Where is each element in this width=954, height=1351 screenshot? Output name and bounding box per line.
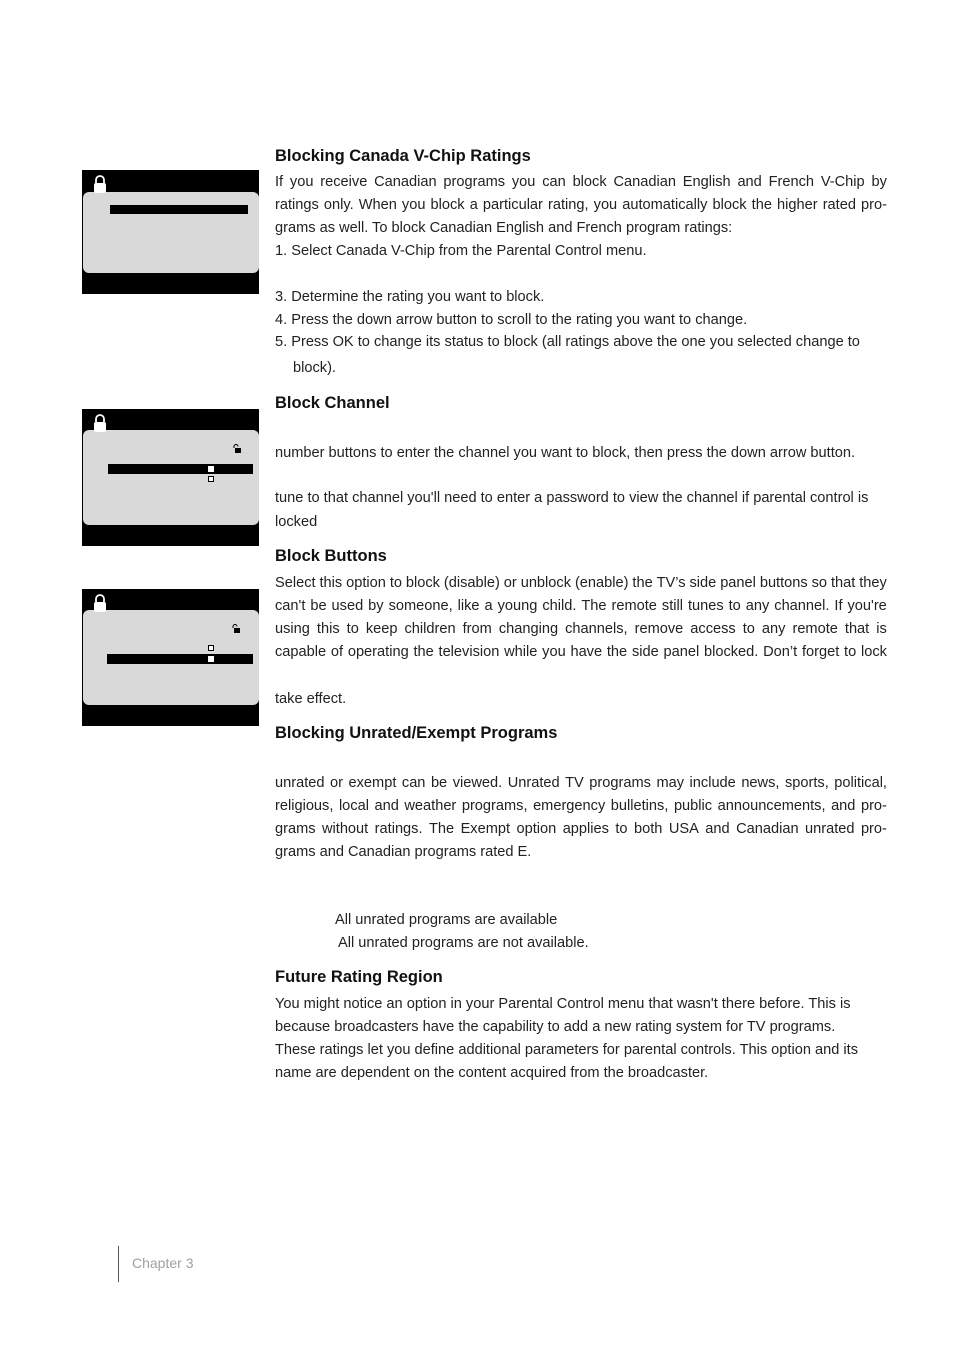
word: include <box>689 775 736 791</box>
word: access <box>690 621 736 637</box>
checkbox-icon <box>208 645 214 651</box>
word: block <box>405 575 440 591</box>
word: operating <box>347 644 409 660</box>
word: tunes <box>687 598 724 614</box>
canada-vchip-menu-screenshot <box>82 170 259 294</box>
word: to <box>389 575 402 591</box>
word: religious, <box>275 798 334 814</box>
word: rating, <box>548 197 589 213</box>
word: be <box>430 775 448 791</box>
unlocked-padlock-icon <box>231 624 241 634</box>
word: you <box>542 644 566 660</box>
paragraph-line: These ratings let you define additional parameters for parental controls. This option and its <box>275 1042 859 1058</box>
paragraph-line <box>275 196 887 214</box>
paragraph-line: number buttons to enter the channel you want to block, then press the down arrow button. <box>275 445 856 461</box>
word: be <box>310 598 327 614</box>
word: capable <box>275 644 327 660</box>
word: (disable) <box>443 575 500 591</box>
word: pro- <box>861 197 887 213</box>
checkbox-icon <box>208 466 214 472</box>
word: V-Chip <box>820 174 865 190</box>
word: applies <box>562 821 609 837</box>
word: ratings. <box>374 821 423 837</box>
paragraph-line <box>275 574 887 592</box>
step-5-continuation: block). <box>293 360 336 376</box>
word: used <box>331 598 364 614</box>
word: remote <box>792 621 838 637</box>
section-heading: Future Rating Region <box>275 968 443 986</box>
word: higher <box>777 197 818 213</box>
word: young <box>497 598 538 614</box>
step-5: 5. Press OK to change its status to block (all ratings above the one you selected change to <box>275 334 860 350</box>
word: that <box>844 621 870 637</box>
word: news, <box>741 775 780 791</box>
word: children <box>404 621 456 637</box>
word: and <box>831 798 856 814</box>
word: political, <box>834 775 887 791</box>
word: or <box>503 575 517 591</box>
word: this <box>319 575 343 591</box>
paragraph-line: locked <box>275 514 318 530</box>
word: child. <box>542 598 577 614</box>
word: and <box>374 798 399 814</box>
word: using <box>275 621 310 637</box>
checkbox-icon <box>208 656 214 662</box>
section-heading: Blocking Canada V-Chip Ratings <box>275 147 531 165</box>
word: a <box>484 598 493 614</box>
word: forget <box>801 644 840 660</box>
word: Canadian <box>613 174 676 190</box>
word: by <box>871 174 887 190</box>
word: both <box>633 821 663 837</box>
word: the <box>751 197 772 213</box>
word: When <box>358 197 397 213</box>
block-channel-menu-screenshot <box>82 409 259 546</box>
word: option <box>346 575 386 591</box>
footer-divider <box>118 1246 119 1282</box>
word: to <box>615 821 628 837</box>
paragraph-line: name are dependent on the content acquired from the broadcaster. <box>275 1065 709 1081</box>
word: a <box>469 197 478 213</box>
word: programs <box>589 775 651 791</box>
word: from <box>462 621 492 637</box>
word: If <box>834 598 843 614</box>
word: block <box>712 197 747 213</box>
word: remote <box>611 598 657 614</box>
word: (enable) <box>574 575 629 591</box>
word: can't <box>275 598 306 614</box>
paragraph-line: tune to that channel you'll need to enter a password to view the channel if parental control is <box>275 490 869 506</box>
word: programs, <box>461 798 528 814</box>
option-description: All unrated programs are not available. <box>338 935 589 951</box>
word: may <box>656 775 685 791</box>
padlock-icon <box>92 413 108 433</box>
word: is <box>876 621 887 637</box>
word: and <box>737 174 762 190</box>
word: block <box>430 197 465 213</box>
word: still <box>661 598 683 614</box>
word: English <box>682 174 731 190</box>
word: you <box>401 197 426 213</box>
word: unblock <box>520 575 572 591</box>
paragraph-line <box>275 820 887 838</box>
word: the <box>606 644 628 660</box>
word: to <box>346 621 359 637</box>
step-1: 1. Select Canada V-Chip from the Parental Control menu. <box>275 243 647 259</box>
word: public <box>673 798 713 814</box>
word: someone, <box>388 598 453 614</box>
unlocked-padlock-icon <box>232 444 242 454</box>
highlight-bar <box>107 654 253 664</box>
word: option <box>516 821 557 837</box>
word: only. <box>323 197 354 213</box>
section-heading: Block Buttons <box>275 547 387 565</box>
word: pro- <box>860 821 887 837</box>
option-description: All unrated programs are available <box>335 912 558 928</box>
word: blocked. <box>703 644 759 660</box>
paragraph-line <box>275 173 887 191</box>
paragraph-line: grams and Canadian programs rated E. <box>275 844 532 860</box>
word: pro- <box>860 798 887 814</box>
word: that <box>830 575 856 591</box>
step-4: 4. Press the down arrow button to scroll to the rating you want to change. <box>275 312 748 328</box>
word: to <box>728 598 741 614</box>
word: you <box>511 174 536 190</box>
word: panel <box>720 575 756 591</box>
paragraph-line <box>275 597 887 615</box>
word: Unrated <box>507 775 560 791</box>
word: you <box>289 174 314 190</box>
word: to <box>742 621 755 637</box>
word: to <box>844 644 857 660</box>
word: unrated <box>805 821 855 837</box>
word: they <box>859 575 887 591</box>
word: while <box>504 644 538 660</box>
word: remove <box>634 621 684 637</box>
word: changing <box>498 621 559 637</box>
word: TV’s <box>656 575 686 591</box>
word: particular <box>482 197 543 213</box>
word: unrated <box>275 775 325 791</box>
word: like <box>457 598 480 614</box>
word: you <box>593 197 618 213</box>
word: Select <box>275 575 316 591</box>
word: of <box>330 644 344 660</box>
word: The <box>581 598 607 614</box>
paragraph-line: take effect. <box>275 691 347 707</box>
paragraph-line: You might notice an option in your Parental Control menu that wasn't there before. This is <box>275 996 851 1012</box>
word: rated <box>822 197 856 213</box>
word: lock <box>860 644 887 660</box>
word: have <box>570 644 603 660</box>
word: programs <box>443 174 506 190</box>
word: sports, <box>784 775 829 791</box>
word: French <box>768 174 815 190</box>
word: any <box>745 598 770 614</box>
word: keep <box>365 621 398 637</box>
word: local <box>338 798 369 814</box>
highlight-bar <box>110 205 248 214</box>
word: side <box>689 575 717 591</box>
word: the <box>632 575 653 591</box>
word: receive <box>320 174 368 190</box>
section-heading: Block Channel <box>275 394 390 412</box>
word: panel <box>663 644 700 660</box>
word: or <box>330 775 343 791</box>
word: television <box>438 644 500 660</box>
word: bulletins, <box>610 798 669 814</box>
word: Exempt <box>460 821 511 837</box>
word: grams <box>275 821 316 837</box>
word: Canadian <box>374 174 437 190</box>
word: Canadian <box>736 821 799 837</box>
paragraph-line <box>275 774 887 792</box>
word: Don’t <box>763 644 798 660</box>
paragraph-line <box>275 797 887 815</box>
word: you're <box>847 598 887 614</box>
word: TV <box>565 775 584 791</box>
word: channel. <box>774 598 830 614</box>
word: buttons <box>759 575 808 591</box>
checkbox-icon <box>208 476 214 482</box>
word: any <box>761 621 786 637</box>
word: so <box>811 575 828 591</box>
paragraph-line: grams as well. To block Canadian English and French program ratings: <box>275 220 733 236</box>
word: this <box>316 621 340 637</box>
word: by <box>368 598 384 614</box>
word: channels, <box>565 621 628 637</box>
word: USA <box>668 821 699 837</box>
word: If <box>275 174 284 190</box>
word: can <box>401 775 426 791</box>
word: without <box>321 821 369 837</box>
word: The <box>428 821 455 837</box>
word: announcements, <box>717 798 826 814</box>
word: exempt <box>348 775 397 791</box>
paragraph-line: because broadcasters have the capability to add a new rating system for TV programs. <box>275 1019 836 1035</box>
word: can <box>542 174 566 190</box>
word: side <box>631 644 659 660</box>
word: emergency <box>533 798 606 814</box>
word: weather <box>404 798 457 814</box>
block-buttons-menu-screenshot <box>82 589 259 726</box>
word: and <box>705 821 730 837</box>
padlock-icon <box>92 174 108 194</box>
word: ratings <box>275 197 319 213</box>
paragraph-line <box>275 643 887 661</box>
word: block <box>572 174 607 190</box>
word: automatically <box>622 197 708 213</box>
word: the <box>413 644 434 660</box>
step-3: 3. Determine the rating you want to block. <box>275 289 545 305</box>
word: viewed. <box>452 775 503 791</box>
highlight-bar <box>108 464 253 474</box>
padlock-icon <box>92 593 108 613</box>
paragraph-line <box>275 620 887 638</box>
section-heading: Blocking Unrated/Exempt Programs <box>275 724 558 742</box>
chapter-label: Chapter 3 <box>132 1255 194 1271</box>
